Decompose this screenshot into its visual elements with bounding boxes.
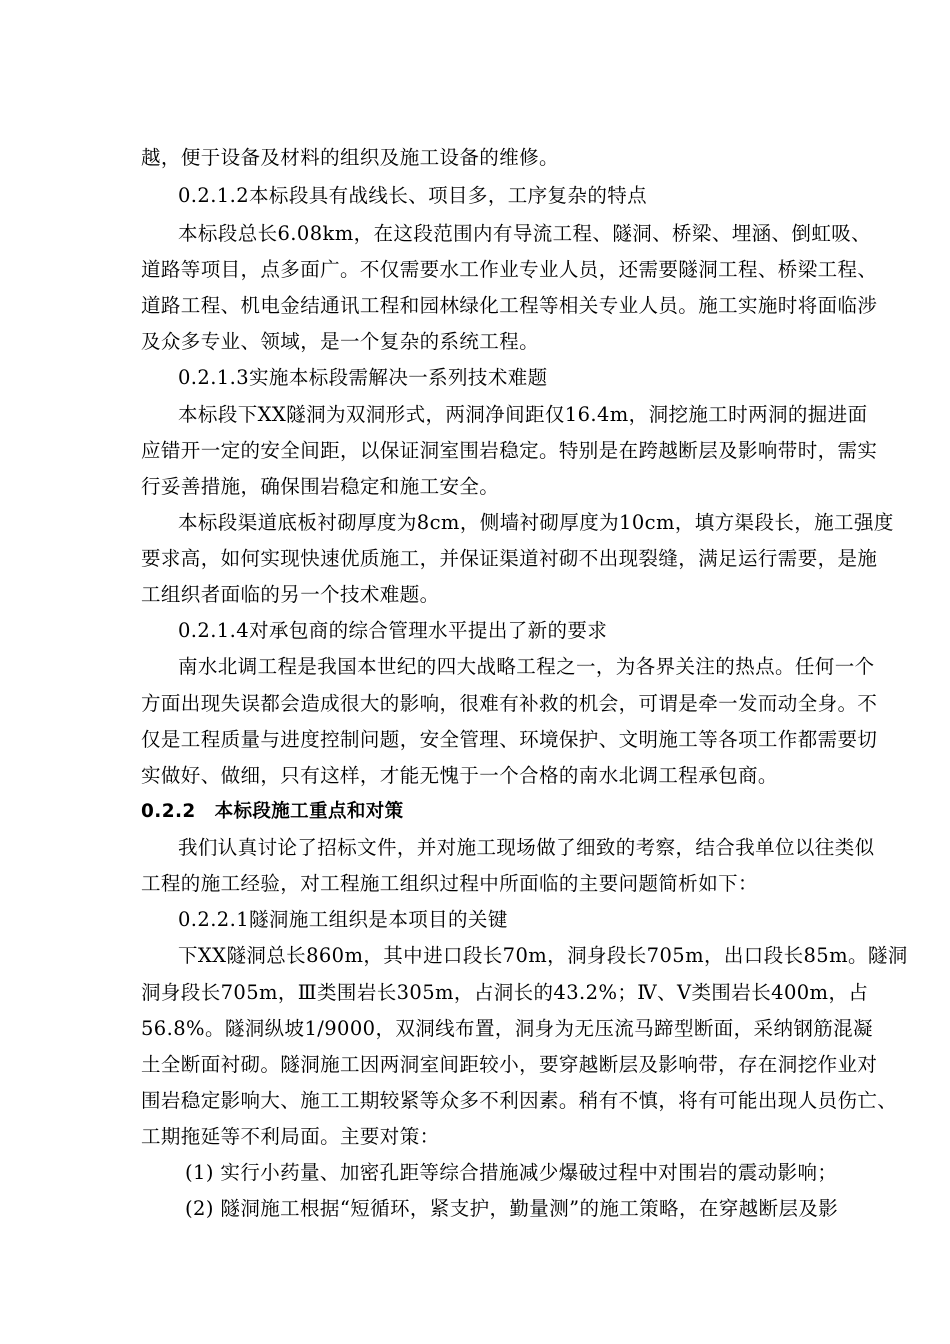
paragraph-line: 及众多专业、领域，是一个复杂的系统工程。 — [141, 330, 540, 353]
paragraph-line: 方面出现失误都会造成很大的影响，很难有补救的机会，可谓是牵一发而动全身。不 — [141, 692, 878, 715]
paragraph-line: 越，便于设备及材料的组织及施工设备的维修。 — [141, 146, 559, 169]
paragraph-line: 工期拖延等不利局面。主要对策： — [141, 1125, 440, 1148]
paragraph-line: 道路等项目，点多面广。不仅需要水工作业专业人员，还需要隧洞工程、桥梁工程、 — [141, 258, 878, 281]
paragraph-line: 仅是工程质量与进度控制问题，安全管理、环境保护、文明施工等各项工作都需要切 — [141, 728, 878, 751]
list-item: (2) 隧洞施工根据“短循环，紧支护，勤量测”的施工策略，在穿越断层及影 — [185, 1197, 839, 1220]
subsection-heading: 0.2.2.1隧洞施工组织是本项目的关键 — [178, 908, 508, 931]
paragraph-line: 南水北调工程是我国本世纪的四大战略工程之一，为各界关注的热点。任何一个 — [178, 655, 875, 678]
subsection-heading: 0.2.1.4对承包商的综合管理水平提出了新的要求 — [178, 619, 608, 642]
list-item: (1) 实行小药量、加密孔距等综合措施减少爆破过程中对围岩的震动影响； — [185, 1161, 838, 1184]
subsection-heading: 0.2.1.3实施本标段需解决一系列技术难题 — [178, 366, 548, 389]
paragraph-line: 要求高，如何实现快速优质施工，并保证渠道衬砌不出现裂缝，满足运行需要，是施 — [141, 547, 878, 570]
paragraph-line: 工组织者面临的另一个技术难题。 — [141, 583, 440, 606]
paragraph-line: 围岩稳定影响大、施工工期较紧等众多不利因素。稍有不慎，将有可能出现人员伤亡、 — [141, 1089, 898, 1112]
paragraph-line: 道路工程、机电金结通讯工程和园林绿化工程等相关专业人员。施工实施时将面临涉 — [141, 294, 878, 317]
paragraph-line: 下XX隧洞总长860m，其中进口段长70m，洞身段长705m，出口段长85m。隧洞 — [178, 944, 908, 967]
paragraph-line: 洞身段长705m，Ⅲ类围岩长305m，占洞长的43.2%；Ⅳ、Ⅴ类围岩长400m，占 — [141, 981, 869, 1004]
paragraph-line: 本标段渠道底板衬砌厚度为8cm，侧墙衬砌厚度为10cm，填方渠段长，施工强度 — [178, 511, 894, 534]
paragraph-line: 56.8%。隧洞纵坡1/9000，双洞线布置，洞身为无压流马蹄型断面，采纳钢筋混凝 — [141, 1017, 873, 1040]
paragraph-line: 应错开一定的安全间距，以保证洞室围岩稳定。特别是在跨越断层及影响带时，需实 — [141, 439, 878, 462]
paragraph-line: 土全断面衬砌。隧洞施工因两洞室间距较小，要穿越断层及影响带，存在洞挖作业对 — [141, 1053, 878, 1076]
subsection-heading: 0.2.1.2本标段具有战线长、项目多，工序复杂的特点 — [178, 184, 648, 207]
paragraph-line: 实做好、做细，只有这样，才能无愧于一个合格的南水北调工程承包商。 — [141, 764, 778, 787]
paragraph-line: 行妥善措施，确保围岩稳定和施工安全。 — [141, 475, 500, 498]
paragraph-line: 本标段总长6.08km，在这段范围内有导流工程、隧洞、桥梁、埋涵、倒虹吸、 — [178, 222, 872, 245]
paragraph-line: 本标段下XX隧洞为双洞形式，两洞净间距仅16.4m，洞挖施工时两洞的掘进面 — [178, 403, 868, 426]
paragraph-line: 我们认真讨论了招标文件，并对施工现场做了细致的考察，结合我单位以往类似 — [178, 836, 875, 859]
section-heading: 0.2.2 本标段施工重点和对策 — [141, 801, 404, 822]
paragraph-line: 工程的施工经验，对工程施工组织过程中所面临的主要问题简析如下： — [141, 872, 758, 895]
